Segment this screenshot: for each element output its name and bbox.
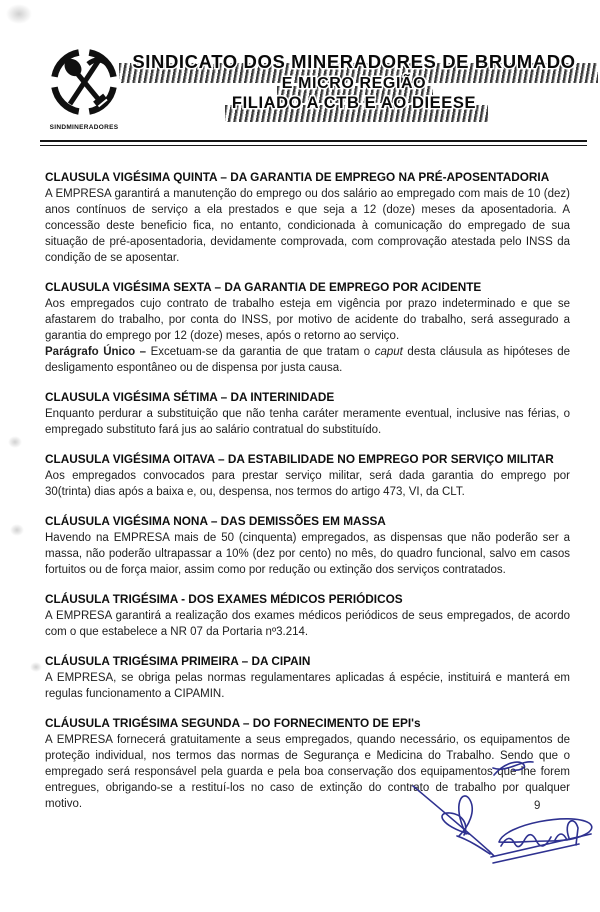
clause-body: Havendo na EMPRESA mais de 50 (cinquenta) empregados, as dispensas que não poderão ser a massa, não poderão ultrapassar a 10% (dez por cento) no mês, do quadro funcional, salvo em casos fortuitos ou de força maior, assim como por redução ou extinção dos serviços contratados.: [45, 532, 570, 576]
clause-body: Aos empregados cujo contrato de trabalho esteja em vigência por prazo indeterminado e que se afastarem do trabalho, por conta do INSS, por motivo de acidente do trabalho, será assegurado a garantia do emprego por 12 (doze) meses, após o retorno ao serviço.: [45, 298, 570, 342]
clause-body: A EMPRESA garantirá a manutenção do emprego ou dos salário ao empregado com mais de 10 (dez) anos contínuos de serviço a ela prestados e que seja a 12 (doze) meses da aposentadoria. A concessão deste beneficio fica, no entanto, condicionada à comunicação do empregado de sua situação de pré-aposentadoria, devidamente comprovada, com comprovação atestada pelo INSS da condição de se aposentar.: [45, 188, 570, 264]
clause-30: [45, 591, 570, 640]
document-header: [0, 0, 600, 131]
scan-smudge: [6, 4, 32, 24]
clause-26: [45, 279, 570, 376]
logo-caption: SINDMINERADORES: [49, 124, 119, 131]
clause-heading: CLAUSULA VIGÉSIMA SEXTA – DA GARANTIA DE EMPREGO POR ACIDENTE: [45, 280, 482, 294]
caput-italic: caput: [374, 346, 403, 358]
page-number: 9: [534, 800, 541, 812]
clause-heading: CLÁUSULA VIGÉSIMA NONA – DAS DEMISSÕES EM MASSA: [45, 514, 386, 528]
clause-31: [45, 653, 570, 702]
paragrafo-unico-label: Parágrafo Único –: [45, 346, 147, 358]
clause-heading: CLAUSULA VIGÉSIMA QUINTA – DA GARANTIA DE EMPREGO NA PRÉ-APOSENTADORIA: [45, 170, 550, 184]
clause-heading: CLÁUSULA TRIGÉSIMA SEGUNDA – DO FORNECIMENTO DE EPI's: [45, 716, 421, 730]
clause-29: [45, 513, 570, 578]
title-line-3: FILIADO A CTB E AO DIEESE: [231, 94, 477, 112]
clause-body: Enquanto perdurar a substituição que não tenha caráter meramente eventual, inclusive nas férias, o empregado substituto fará jus ao salário contratual do substituído.: [45, 408, 570, 436]
handwritten-signature: [393, 752, 600, 907]
title-line-2: E MICRO REGIÃO: [281, 75, 427, 92]
clause-heading: CLAUSULA VIGÉSIMA OITAVA – DA ESTABILIDADE NO EMPREGO POR SERVIÇO MILITAR: [45, 452, 554, 466]
clause-25: [45, 169, 570, 266]
paragrafo-unico: [45, 344, 570, 376]
title-line-1: SINDICATO DOS MINERADORES DE BRUMADO: [132, 51, 576, 72]
clause-heading: CLÁUSULA TRIGÉSIMA PRIMEIRA – DA CIPAIN: [45, 654, 311, 668]
clause-27: [45, 389, 570, 438]
scan-smudge: [8, 436, 22, 448]
scan-smudge: [10, 524, 24, 536]
clause-heading: CLÁUSULA TRIGÉSIMA - DOS EXAMES MÉDICOS PERIÓDICOS: [45, 592, 403, 606]
paragrafo-unico-text: desta cláusula as hipóteses de desligamento espontâneo ou de dispensa por justa causa.: [45, 346, 571, 374]
paragrafo-unico-text: Excetuam-se da garantia de que tratam o: [146, 346, 375, 358]
union-title-block: [122, 46, 586, 114]
clause-body: Aos empregados convocados para prestar serviço militar, será dada garantia do emprego por 30(trinta) dias após a baixa e, ou, despensa, nos termos do artigo 473, VI, da CLT.: [45, 470, 570, 498]
document-body: [0, 146, 600, 812]
clause-body: A EMPRESA garantirá a realização dos exames médicos periódicos de seus empregados, de acordo com o que estabelece a NR 07 da Portaria nº3.214.: [45, 610, 570, 638]
clause-body: A EMPRESA, se obriga pelas normas regulamentares aplicadas á espécie, instituirá e manterá em regulas funcionamento a CIPAMIN.: [45, 672, 570, 700]
clause-body: A EMPRESA fornecerá gratuitamente a seus empregados, quando necessário, os equipamentos de proteção individual, nos termos das normas de Segurança e Medicina do Trabalho. Sendo que o empregado será responsável pela guarda e pela boa conservação dos equipamentos que lhe forem entregues, obrigando-se a restituí-los no caso de extinção do contrato de trabalho por qualquer motivo.: [45, 734, 570, 810]
scan-smudge: [30, 662, 42, 672]
crossed-pickaxe-shovel-icon: [49, 46, 119, 118]
clause-heading: CLAUSULA VIGÉSIMA SÉTIMA – DA INTERINIDADE: [45, 390, 335, 404]
clause-28: [45, 451, 570, 500]
union-logo: [46, 46, 122, 131]
